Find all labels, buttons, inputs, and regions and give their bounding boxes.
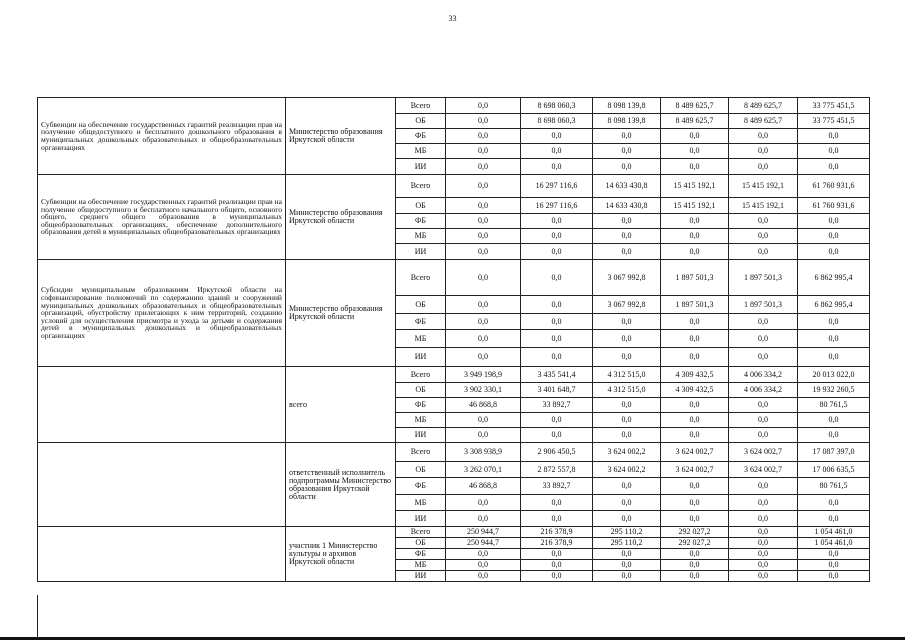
funding-source: ОБ <box>396 114 446 129</box>
amount-cell: 0,0 <box>593 129 661 144</box>
amount-cell: 0,0 <box>661 398 729 413</box>
amount-cell: 3 308 938,9 <box>446 443 521 462</box>
funding-source: МБ <box>396 144 446 159</box>
amount-cell: 295 110,2 <box>593 538 661 549</box>
amount-cell: 0,0 <box>521 495 593 511</box>
amount-cell: 0,0 <box>729 229 798 244</box>
amount-cell: 0,0 <box>521 571 593 582</box>
amount-cell: 0,0 <box>446 198 521 214</box>
amount-cell: 0,0 <box>446 571 521 582</box>
amount-cell: 4 309 432,5 <box>661 383 729 398</box>
funding-source: Всего <box>396 260 446 296</box>
funding-source: Всего <box>396 98 446 114</box>
amount-cell: 1 897 501,3 <box>661 260 729 296</box>
funding-source: ИИ <box>396 571 446 582</box>
amount-cell: 0,0 <box>593 398 661 413</box>
amount-cell: 0,0 <box>798 144 870 159</box>
amount-cell: 3 624 002,7 <box>729 443 798 462</box>
amount-cell: 0,0 <box>661 413 729 428</box>
amount-cell: 0,0 <box>446 314 521 330</box>
amount-cell: 3 624 002,7 <box>661 443 729 462</box>
amount-cell: 33 775 451,5 <box>798 98 870 114</box>
amount-cell: 0,0 <box>729 330 798 348</box>
amount-cell: 292 027,2 <box>661 538 729 549</box>
amount-cell: 80 761,5 <box>798 398 870 413</box>
amount-cell: 0,0 <box>446 511 521 527</box>
amount-cell: 15 415 192,1 <box>661 175 729 198</box>
amount-cell: 0,0 <box>593 314 661 330</box>
measure-name: Субсидии муниципальным образованиям Иркутской области на софинансирование полномочий по содержанию зданий и сооружений муниципальных дошкольных образовательных и общеобразовательных организаций, обустройству прилегающих к ним территорий, созданию условий для осуществления присмотра и ухода за детьми и содержания детей в муниципальных дошкольных и общеобразовательных организациях <box>38 260 286 367</box>
funding-source: Всего <box>396 367 446 383</box>
amount-cell: 6 862 995,4 <box>798 296 870 314</box>
amount-cell: 0,0 <box>593 428 661 443</box>
amount-cell: 0,0 <box>593 144 661 159</box>
funding-source: ОБ <box>396 462 446 478</box>
amount-cell: 0,0 <box>446 348 521 367</box>
amount-cell: 292 027,2 <box>661 527 729 538</box>
amount-cell: 0,0 <box>661 560 729 571</box>
funding-source: ИИ <box>396 428 446 443</box>
amount-cell: 0,0 <box>729 413 798 428</box>
funding-source: ОБ <box>396 198 446 214</box>
executor-cell: Министерство образования Иркутской области <box>286 175 396 260</box>
amount-cell: 4 312 515,0 <box>593 367 661 383</box>
measure-name: Субвенции на обеспечение государственных гарантий реализации прав на получение общедоступного и бесплатного дошкольного образования в муниципальных дошкольных образовательных и общеобразовательных организациях <box>38 98 286 175</box>
funding-source: ФБ <box>396 478 446 495</box>
measure-name: Субвенции на обеспечение государственных гарантий реализации прав на получение общедоступного и бесплатного начального общего, основного общего, среднего общего образования в муниципальных общеобразовательных организациях, обеспечение дополнительного образования детей в муниципальных общеобразовательных организациях <box>38 175 286 260</box>
amount-cell: 8 098 139,8 <box>593 98 661 114</box>
amount-cell: 15 415 192,1 <box>729 175 798 198</box>
amount-cell: 3 435 541,4 <box>521 367 593 383</box>
amount-cell: 15 415 192,1 <box>661 198 729 214</box>
amount-cell: 0,0 <box>521 428 593 443</box>
amount-cell: 14 633 430,8 <box>593 175 661 198</box>
amount-cell: 0,0 <box>446 495 521 511</box>
amount-cell: 0,0 <box>521 129 593 144</box>
table-left-edge <box>37 595 38 640</box>
amount-cell: 0,0 <box>446 244 521 260</box>
amount-cell: 216 378,9 <box>521 538 593 549</box>
executor-cell: всего <box>286 367 396 443</box>
amount-cell: 0,0 <box>729 144 798 159</box>
amount-cell: 0,0 <box>798 428 870 443</box>
executor-cell: ответственный исполнитель подпрограммы Министерство образования Иркутской области <box>286 443 396 527</box>
amount-cell: 4 006 334,2 <box>729 367 798 383</box>
funding-source: ФБ <box>396 214 446 229</box>
amount-cell: 0,0 <box>521 159 593 175</box>
amount-cell: 216 378,9 <box>521 527 593 538</box>
amount-cell: 0,0 <box>798 571 870 582</box>
funding-source: Всего <box>396 527 446 538</box>
amount-cell: 0,0 <box>729 348 798 367</box>
amount-cell: 1 054 461,0 <box>798 538 870 549</box>
amount-cell: 0,0 <box>593 413 661 428</box>
amount-cell: 4 312 515,0 <box>593 383 661 398</box>
amount-cell: 0,0 <box>521 296 593 314</box>
amount-cell: 0,0 <box>661 244 729 260</box>
amount-cell: 16 297 116,6 <box>521 198 593 214</box>
amount-cell: 0,0 <box>446 159 521 175</box>
amount-cell: 0,0 <box>661 314 729 330</box>
amount-cell: 0,0 <box>593 229 661 244</box>
amount-cell: 0,0 <box>446 296 521 314</box>
amount-cell: 2 906 450,5 <box>521 443 593 462</box>
amount-cell: 0,0 <box>593 244 661 260</box>
amount-cell: 0,0 <box>446 144 521 159</box>
amount-cell: 0,0 <box>661 348 729 367</box>
amount-cell: 0,0 <box>446 98 521 114</box>
amount-cell: 0,0 <box>798 330 870 348</box>
amount-cell: 0,0 <box>521 244 593 260</box>
table-row <box>38 443 870 462</box>
amount-cell: 33 892,7 <box>521 478 593 495</box>
amount-cell: 0,0 <box>593 348 661 367</box>
amount-cell: 0,0 <box>729 571 798 582</box>
amount-cell: 0,0 <box>593 571 661 582</box>
amount-cell: 0,0 <box>798 159 870 175</box>
amount-cell: 0,0 <box>661 129 729 144</box>
executor-cell: участник 1 Министерство культуры и архивов Иркутской области <box>286 527 396 582</box>
amount-cell: 0,0 <box>593 511 661 527</box>
amount-cell: 0,0 <box>729 560 798 571</box>
amount-cell: 3 949 198,9 <box>446 367 521 383</box>
amount-cell: 0,0 <box>729 538 798 549</box>
amount-cell: 0,0 <box>661 144 729 159</box>
funding-source: ФБ <box>396 314 446 330</box>
funding-source: ФБ <box>396 549 446 560</box>
amount-cell: 0,0 <box>798 229 870 244</box>
amount-cell: 0,0 <box>521 144 593 159</box>
amount-cell: 0,0 <box>446 214 521 229</box>
funding-source: ИИ <box>396 244 446 260</box>
amount-cell: 0,0 <box>729 244 798 260</box>
funding-source: ИИ <box>396 348 446 367</box>
amount-cell: 0,0 <box>446 129 521 144</box>
amount-cell: 0,0 <box>729 495 798 511</box>
amount-cell: 0,0 <box>729 129 798 144</box>
amount-cell: 3 624 002,2 <box>593 462 661 478</box>
amount-cell: 8 698 060,3 <box>521 98 593 114</box>
amount-cell: 8 698 060,3 <box>521 114 593 129</box>
funding-source: ФБ <box>396 129 446 144</box>
amount-cell: 3 401 648,7 <box>521 383 593 398</box>
amount-cell: 0,0 <box>593 330 661 348</box>
amount-cell: 0,0 <box>446 114 521 129</box>
amount-cell: 0,0 <box>661 478 729 495</box>
amount-cell: 0,0 <box>593 560 661 571</box>
amount-cell: 61 760 931,6 <box>798 175 870 198</box>
amount-cell: 8 098 139,8 <box>593 114 661 129</box>
amount-cell: 0,0 <box>798 560 870 571</box>
amount-cell: 0,0 <box>729 527 798 538</box>
amount-cell: 0,0 <box>798 348 870 367</box>
amount-cell: 0,0 <box>798 495 870 511</box>
amount-cell: 61 760 931,6 <box>798 198 870 214</box>
amount-cell: 0,0 <box>521 549 593 560</box>
amount-cell: 0,0 <box>593 495 661 511</box>
amount-cell: 8 489 625,7 <box>661 98 729 114</box>
funding-source: МБ <box>396 330 446 348</box>
amount-cell: 0,0 <box>798 511 870 527</box>
amount-cell: 1 054 461,0 <box>798 527 870 538</box>
amount-cell: 0,0 <box>521 413 593 428</box>
amount-cell: 1 897 501,3 <box>661 296 729 314</box>
amount-cell: 2 872 557,8 <box>521 462 593 478</box>
amount-cell: 8 489 625,7 <box>729 114 798 129</box>
amount-cell: 0,0 <box>798 214 870 229</box>
amount-cell: 0,0 <box>798 314 870 330</box>
amount-cell: 0,0 <box>521 560 593 571</box>
amount-cell: 4 006 334,2 <box>729 383 798 398</box>
amount-cell: 0,0 <box>593 214 661 229</box>
amount-cell: 17 087 397,0 <box>798 443 870 462</box>
amount-cell: 6 862 995,4 <box>798 260 870 296</box>
amount-cell: 0,0 <box>661 428 729 443</box>
amount-cell: 0,0 <box>661 511 729 527</box>
amount-cell: 0,0 <box>798 413 870 428</box>
amount-cell: 0,0 <box>729 159 798 175</box>
funding-source: Всего <box>396 443 446 462</box>
amount-cell: 0,0 <box>521 214 593 229</box>
amount-cell: 0,0 <box>729 549 798 560</box>
amount-cell: 0,0 <box>729 214 798 229</box>
amount-cell: 0,0 <box>661 495 729 511</box>
amount-cell: 0,0 <box>593 159 661 175</box>
funding-source: ИИ <box>396 511 446 527</box>
amount-cell: 17 006 635,5 <box>798 462 870 478</box>
budget-table <box>37 97 870 582</box>
amount-cell: 46 868,8 <box>446 478 521 495</box>
funding-source: ОБ <box>396 383 446 398</box>
amount-cell: 0,0 <box>798 129 870 144</box>
amount-cell: 0,0 <box>446 428 521 443</box>
amount-cell: 33 775 451,5 <box>798 114 870 129</box>
amount-cell: 3 902 330,1 <box>446 383 521 398</box>
amount-cell: 0,0 <box>729 428 798 443</box>
funding-source: ОБ <box>396 296 446 314</box>
amount-cell: 3 624 002,7 <box>661 462 729 478</box>
measure-name <box>38 367 286 443</box>
amount-cell: 0,0 <box>446 549 521 560</box>
amount-cell: 295 110,2 <box>593 527 661 538</box>
executor-cell: Министерство образования Иркутской области <box>286 260 396 367</box>
amount-cell: 0,0 <box>521 314 593 330</box>
amount-cell: 0,0 <box>661 229 729 244</box>
amount-cell: 0,0 <box>446 260 521 296</box>
amount-cell: 0,0 <box>729 511 798 527</box>
amount-cell: 0,0 <box>521 511 593 527</box>
amount-cell: 0,0 <box>729 314 798 330</box>
funding-source: МБ <box>396 229 446 244</box>
table-row <box>38 260 870 296</box>
amount-cell: 1 897 501,3 <box>729 296 798 314</box>
amount-cell: 0,0 <box>661 214 729 229</box>
amount-cell: 20 013 022,0 <box>798 367 870 383</box>
funding-source: МБ <box>396 413 446 428</box>
measure-name <box>38 527 286 582</box>
amount-cell: 0,0 <box>521 260 593 296</box>
amount-cell: 0,0 <box>521 348 593 367</box>
amount-cell: 16 297 116,6 <box>521 175 593 198</box>
amount-cell: 14 633 430,8 <box>593 198 661 214</box>
measure-name <box>38 443 286 527</box>
amount-cell: 0,0 <box>446 175 521 198</box>
amount-cell: 0,0 <box>446 413 521 428</box>
funding-source: ИИ <box>396 159 446 175</box>
amount-cell: 0,0 <box>446 560 521 571</box>
amount-cell: 0,0 <box>521 330 593 348</box>
amount-cell: 0,0 <box>729 478 798 495</box>
amount-cell: 15 415 192,1 <box>729 198 798 214</box>
page-number: 33 <box>448 14 457 23</box>
amount-cell: 0,0 <box>521 229 593 244</box>
amount-cell: 1 897 501,3 <box>729 260 798 296</box>
amount-cell: 3 262 070,1 <box>446 462 521 478</box>
table-row <box>38 367 870 383</box>
amount-cell: 80 761,5 <box>798 478 870 495</box>
amount-cell: 0,0 <box>446 330 521 348</box>
amount-cell: 0,0 <box>593 549 661 560</box>
funding-source: МБ <box>396 560 446 571</box>
funding-source: МБ <box>396 495 446 511</box>
amount-cell: 0,0 <box>661 549 729 560</box>
table-row <box>38 527 870 538</box>
amount-cell: 250 944,7 <box>446 527 521 538</box>
amount-cell: 0,0 <box>661 330 729 348</box>
amount-cell: 3 624 002,2 <box>593 443 661 462</box>
table-row <box>38 175 870 198</box>
amount-cell: 0,0 <box>446 229 521 244</box>
amount-cell: 4 309 432,5 <box>661 367 729 383</box>
amount-cell: 0,0 <box>593 478 661 495</box>
amount-cell: 19 932 260,5 <box>798 383 870 398</box>
amount-cell: 8 489 625,7 <box>661 114 729 129</box>
amount-cell: 3 624 002,7 <box>729 462 798 478</box>
amount-cell: 46 868,8 <box>446 398 521 413</box>
funding-source: ФБ <box>396 398 446 413</box>
amount-cell: 3 067 992,8 <box>593 296 661 314</box>
amount-cell: 0,0 <box>798 549 870 560</box>
funding-source: ОБ <box>396 538 446 549</box>
amount-cell: 3 067 992,8 <box>593 260 661 296</box>
executor-cell: Министерство образования Иркутской области <box>286 98 396 175</box>
table-row <box>38 98 870 114</box>
amount-cell: 0,0 <box>798 244 870 260</box>
amount-cell: 0,0 <box>661 571 729 582</box>
amount-cell: 8 489 625,7 <box>729 98 798 114</box>
amount-cell: 250 944,7 <box>446 538 521 549</box>
amount-cell: 0,0 <box>729 398 798 413</box>
funding-source: Всего <box>396 175 446 198</box>
amount-cell: 33 892,7 <box>521 398 593 413</box>
amount-cell: 0,0 <box>661 159 729 175</box>
